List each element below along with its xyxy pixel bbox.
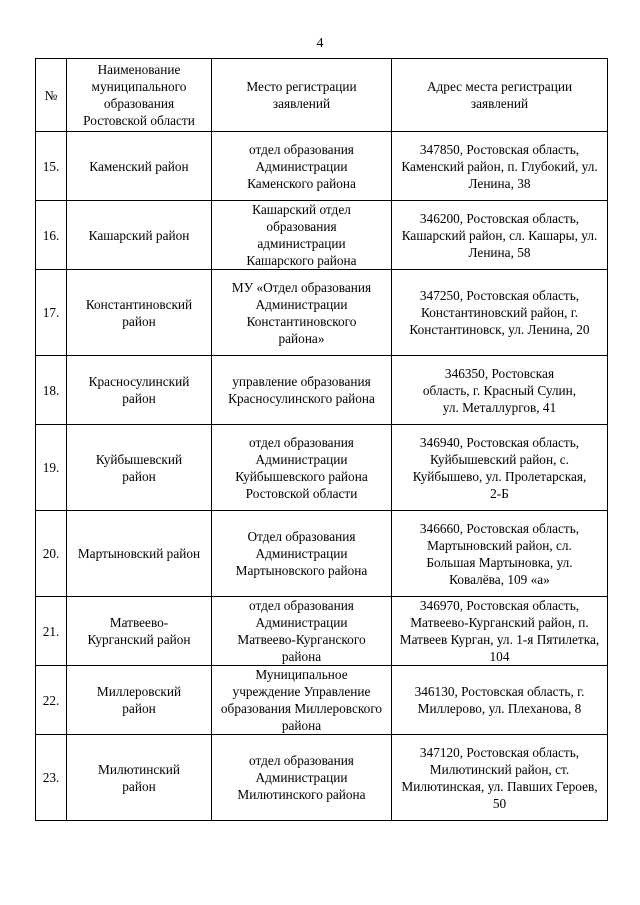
header-registration-address: Адрес места регистрации заявлений bbox=[392, 59, 608, 132]
municipality-name: Каменский район bbox=[67, 132, 212, 201]
registration-place: Муниципальное учреждение Управление образования Миллеровского района bbox=[212, 666, 392, 735]
registration-place: МУ «Отдел образования Администрации Константиновского района» bbox=[212, 270, 392, 356]
municipality-name: Матвеево-Курганский район bbox=[67, 597, 212, 666]
table-row bbox=[36, 356, 608, 425]
table-row bbox=[36, 270, 608, 356]
row-number: 17. bbox=[36, 270, 67, 356]
registration-address: 346660, Ростовская область, Мартыновский район, сл. Большая Мартыновка, ул. Ковалёва, 109 «а» bbox=[392, 511, 608, 597]
registration-place: отдел образования Администрации Каменского района bbox=[212, 132, 392, 201]
registration-address: 346940, Ростовская область, Куйбышевский район, с. Куйбышево, ул. Пролетарская, 2-Б bbox=[392, 425, 608, 511]
header-registration-place: Место регистрации заявлений bbox=[212, 59, 392, 132]
municipality-name: Кашарский район bbox=[67, 201, 212, 270]
header-number: № bbox=[36, 59, 67, 132]
municipality-name: Миллеровский район bbox=[67, 666, 212, 735]
registration-address: 346130, Ростовская область, г. Миллерово, ул. Плеханова, 8 bbox=[392, 666, 608, 735]
table-row bbox=[36, 735, 608, 821]
table-row bbox=[36, 511, 608, 597]
registration-address: 347120, Ростовская область, Милютинский район, ст. Милютинская, ул. Павших Героев, 50 bbox=[392, 735, 608, 821]
row-number: 21. bbox=[36, 597, 67, 666]
header-municipality: Наименование муниципального образования Ростовской области bbox=[67, 59, 212, 132]
row-number: 18. bbox=[36, 356, 67, 425]
page-number: 4 bbox=[316, 36, 324, 51]
municipality-name: Красносулинский район bbox=[67, 356, 212, 425]
table-row bbox=[36, 666, 608, 735]
registration-place: отдел образования Администрации Куйбышевского района Ростовской области bbox=[212, 425, 392, 511]
registration-address: 346200, Ростовская область, Кашарский район, сл. Кашары, ул. Ленина, 58 bbox=[392, 201, 608, 270]
registration-place: отдел образования Администрации Милютинского района bbox=[212, 735, 392, 821]
municipality-name: Милютинский район bbox=[67, 735, 212, 821]
registration-place: Кашарский отдел образования администрации Кашарского района bbox=[212, 201, 392, 270]
registration-table bbox=[35, 58, 608, 821]
table-row bbox=[36, 132, 608, 201]
row-number: 19. bbox=[36, 425, 67, 511]
table-header-row bbox=[36, 59, 608, 132]
registration-place: отдел образования Администрации Матвеево-Курганского района bbox=[212, 597, 392, 666]
row-number: 15. bbox=[36, 132, 67, 201]
registration-address: 347250, Ростовская область, Константиновский район, г. Константиновск, ул. Ленина, 20 bbox=[392, 270, 608, 356]
row-number: 16. bbox=[36, 201, 67, 270]
row-number: 20. bbox=[36, 511, 67, 597]
municipality-name: Константиновский район bbox=[67, 270, 212, 356]
registration-address: 346970, Ростовская область, Матвеево-Курганский район, п. Матвеев Курган, ул. 1-я Пятилетка, 104 bbox=[392, 597, 608, 666]
row-number: 22. bbox=[36, 666, 67, 735]
registration-place: Отдел образования Администрации Мартыновского района bbox=[212, 511, 392, 597]
municipality-name: Куйбышевский район bbox=[67, 425, 212, 511]
table-row bbox=[36, 425, 608, 511]
table-row bbox=[36, 201, 608, 270]
registration-place: управление образования Красносулинского района bbox=[212, 356, 392, 425]
row-number: 23. bbox=[36, 735, 67, 821]
registration-address: 347850, Ростовская область, Каменский район, п. Глубокий, ул. Ленина, 38 bbox=[392, 132, 608, 201]
municipality-name: Мартыновский район bbox=[67, 511, 212, 597]
registration-address: 346350, Ростовская область, г. Красный Сулин, ул. Металлургов, 41 bbox=[392, 356, 608, 425]
table-row bbox=[36, 597, 608, 666]
